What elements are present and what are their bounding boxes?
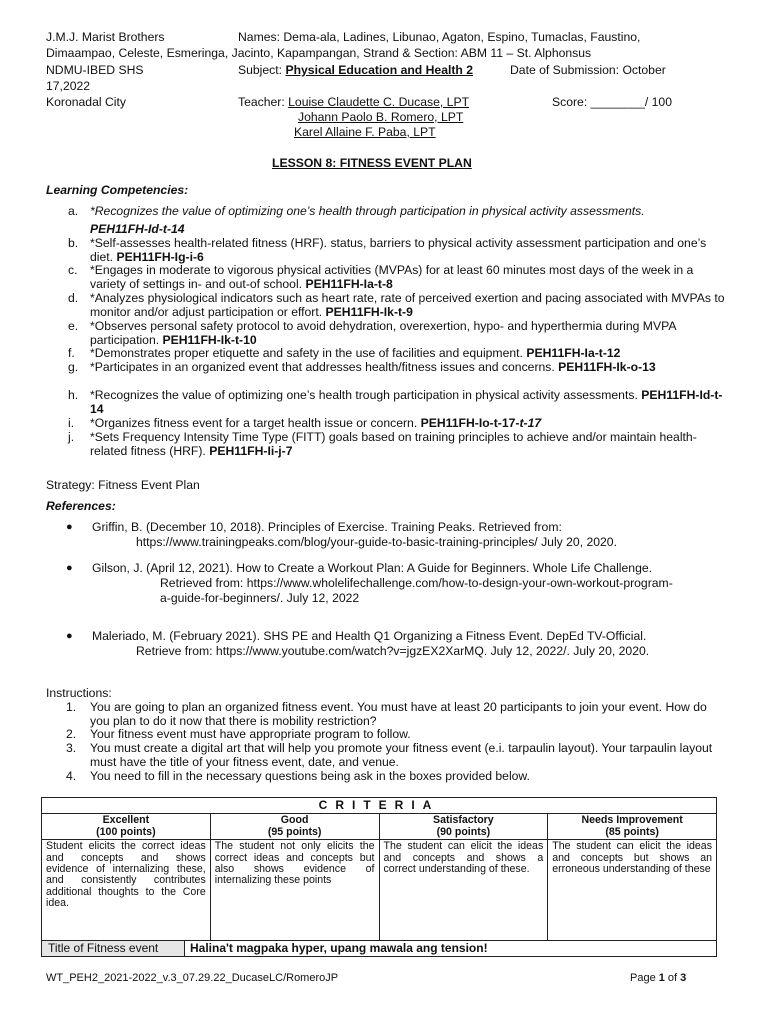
competency-code: PEH11FH-Ia-t-12	[526, 346, 621, 360]
competency-letter: j.	[68, 430, 75, 444]
reference-item	[66, 561, 726, 606]
competency-i	[68, 417, 728, 431]
references-heading: References:	[46, 499, 116, 513]
criteria-title: CRITERIA	[42, 798, 717, 814]
criteria-desc-good: The student not only elicits the correct ideas and concepts but also shows evidence of internalizing these points	[210, 840, 379, 941]
competency-code: PEH11FH-Io-t-17-	[420, 416, 520, 430]
competency-letter: d.	[68, 291, 79, 305]
competency-code: PEH11FH-Ik-t-9	[325, 304, 413, 319]
competency-code: PEH11FH-Ig-i-6	[116, 249, 204, 264]
instructions-heading: Instructions:	[46, 686, 112, 700]
competency-d	[68, 292, 728, 319]
reference-link[interactable]: https://www.trainingpeaks.com/blog/your-guide-to-basic-training-principles/ July 20, 2020.	[136, 535, 617, 549]
competency-text: *Sets Frequency Intensity Time Type (FITT) goals based on training principles to achieve and/or maintain health-related fitness (HRF).	[90, 430, 697, 458]
teacher-1: Louise Claudette C. Ducase, LPT	[288, 95, 470, 109]
reference-item	[66, 629, 726, 659]
competency-letter: g.	[68, 360, 79, 374]
instruction-number: 2.	[66, 727, 77, 741]
event-title-value[interactable]: Halina't magpaka hyper, upang mawala ang tension!	[190, 941, 488, 955]
competency-letter: i.	[68, 416, 75, 430]
score-label: Score:	[552, 95, 591, 109]
competency-letter: h.	[68, 388, 79, 402]
subject-value: Physical Education and Health 2	[285, 63, 474, 77]
competency-code-italic: t-17	[519, 416, 542, 430]
bullet-icon: ●	[66, 521, 73, 533]
instruction-text: You must create a digital art that will help you promote your fitness event (e.i. tarpaulin layout). Your tarpaulin layout must have the title of your fitness event, date, and venue.	[90, 741, 713, 769]
instruction-text: You need to fill in the necessary questions being ask in the boxes provided below.	[90, 769, 530, 783]
competency-b	[68, 237, 728, 264]
instruction-text: Your fitness event must have appropriate program to follow.	[90, 727, 411, 741]
competencies-heading: Learning Competencies:	[46, 183, 189, 197]
teacher-label: Teacher:	[238, 95, 289, 109]
reference-text: Griffin, B. (December 10, 2018). Principles of Exercise. Training Peaks. Retrieved from:	[92, 520, 562, 534]
criteria-desc-excellent: Student elicits the correct ideas and concepts and shows evidence of internalizing these, and consistently contributes additional thoughts to the Core idea.	[42, 840, 211, 941]
competency-a	[68, 205, 728, 236]
group-names: Names: Dema-ala, Ladines, Libunao, Agaton, Espino, Tumaclas, Faustino,	[238, 30, 641, 44]
reference-link-cont[interactable]: a-guide-for-beginners/. July 12, 2022	[160, 591, 360, 605]
event-title-row	[41, 940, 717, 957]
submission-date-cont: 17,2022	[46, 79, 91, 93]
competency-c	[68, 264, 728, 291]
criteria-header-satisfactory: Satisfactory (90 points)	[379, 814, 548, 840]
submission-date: Date of Submission: October	[510, 63, 666, 77]
teacher-2: Johann Paolo B. Romero, LPT	[298, 110, 464, 124]
competency-code: PEH11FH-Id-t-14	[90, 221, 185, 236]
competency-text: *Participates in an organized event that addresses health/fitness issues and concerns.	[90, 360, 555, 374]
city: Koronadal City	[46, 95, 126, 109]
competency-code: PEH11FH-Id-t-14	[90, 388, 723, 416]
competency-g	[68, 361, 728, 375]
reference-link[interactable]: Retrieved from: https://www.wholelifechallenge.com/how-to-design-your-own-workout-program-	[160, 576, 673, 590]
instruction-number: 4.	[66, 769, 77, 783]
competency-code: PEH11FH-Ik-o-13	[558, 360, 656, 374]
instruction-item	[66, 769, 726, 783]
teacher-3: Karel Allaine F. Paba, LPT	[294, 125, 436, 139]
bullet-icon: ●	[66, 562, 73, 574]
criteria-header-excellent: Excellent (100 points)	[42, 814, 211, 840]
competency-text: *Recognizes the value of optimizing one’s health through participation in physical activity assessments.	[90, 204, 645, 218]
criteria-desc-satisfactory: The student can elicit the ideas and concepts and shows a correct understanding of these.	[379, 840, 548, 941]
score-field	[552, 95, 672, 110]
competency-text: *Engages in moderate to vigorous physical activities (MVPAs) for at least 60 minutes most days of the week in a variety of settings in- and out-of school.	[90, 263, 694, 291]
competency-e	[68, 320, 728, 347]
school-unit: NDMU-IBED SHS	[46, 63, 144, 77]
instruction-number: 3.	[66, 741, 77, 755]
competency-letter: b.	[68, 236, 79, 250]
document-code: WT_PEH2_2021-2022_v.3_07.29.22_DucaseLC/RomeroJP	[46, 972, 339, 984]
instruction-text: You are going to plan an organized fitness event. You must have at least 20 participants to join your event. How do you plan to do it now that there is mobility restriction?	[90, 700, 707, 728]
score-total: / 100	[644, 95, 672, 109]
subject-label: Subject:	[238, 63, 286, 77]
school-name: J.M.J. Marist Brothers	[46, 30, 165, 44]
group-names-cont: Dimaampao, Celeste, Esmeringa, Jacinto, Kapampangan, Strand & Section: ABM 11 – St. Alphonsus	[46, 46, 592, 60]
criteria-desc-needs-improvement: The student can elicit the ideas and concepts but shows an erroneous understanding of these	[548, 840, 717, 941]
score-blank: ________	[590, 95, 645, 109]
reference-item	[66, 520, 726, 550]
competency-text: *Observes personal safety protocol to avoid dehydration, overexertion, hypo- and hyperthermia during MVPA participation.	[90, 319, 676, 347]
competency-code: PEH11FH-Ik-t-10	[162, 332, 257, 347]
strategy: Strategy: Fitness Event Plan	[46, 478, 200, 492]
criteria-header-needs-improvement: Needs Improvement (85 points)	[548, 814, 717, 840]
instruction-item	[66, 700, 726, 728]
competency-letter: e.	[68, 319, 79, 333]
competency-text: *Demonstrates proper etiquette and safety in the use of facilities and equipment.	[90, 346, 523, 360]
instruction-item	[66, 741, 726, 769]
subject-line	[238, 63, 473, 78]
competency-text: *Analyzes physiological indicators such as heart rate, rate of perceived exertion and pacing associated with MVPAs to monitor and/or adjust participation or effort.	[90, 291, 725, 319]
instruction-number: 1.	[66, 700, 77, 714]
competency-text: *Self-assesses health-related fitness (HRF). status, barriers to physical activity assessment participation and one’s diet.	[90, 236, 707, 264]
instruction-item	[66, 727, 726, 741]
reference-text: Maleriado, M. (February 2021). SHS PE and Health Q1 Organizing a Fitness Event. DepEd TV-Official.	[92, 629, 647, 643]
competency-f	[68, 347, 728, 361]
competency-text: *Recognizes the value of optimizing one’s health trough participation in physical activity assessments.	[90, 388, 638, 402]
reference-link[interactable]: Retrieve from: https://www.youtube.com/watch?v=jgzEX2XarMQ. July 12, 2022/. July 20, 2020.	[136, 644, 650, 658]
page-indicator: Page 1 of 3	[630, 972, 687, 984]
page-total: 3	[680, 972, 687, 984]
competency-letter: c.	[68, 263, 78, 277]
teacher-line	[238, 95, 469, 110]
competency-text: *Organizes fitness event for a target health issue or concern.	[90, 416, 418, 430]
competency-letter: a.	[68, 204, 79, 218]
competency-letter: f.	[68, 346, 75, 360]
page-number: 1	[658, 972, 665, 984]
lesson-title: LESSON 8: FITNESS EVENT PLAN	[272, 156, 472, 170]
competency-code: PEH11FH-Ia-t-8	[305, 276, 393, 291]
competency-j	[68, 431, 728, 458]
criteria-table	[41, 797, 717, 941]
competency-h	[68, 389, 728, 416]
criteria-header-good: Good (95 points)	[210, 814, 379, 840]
reference-text: Gilson, J. (April 12, 2021). How to Create a Workout Plan: A Guide for Beginners. Whole Life Challenge.	[92, 561, 653, 575]
competency-code: PEH11FH-Ii-j-7	[209, 443, 293, 458]
bullet-icon: ●	[66, 630, 73, 642]
event-title-label: Title of Fitness event	[42, 941, 185, 956]
